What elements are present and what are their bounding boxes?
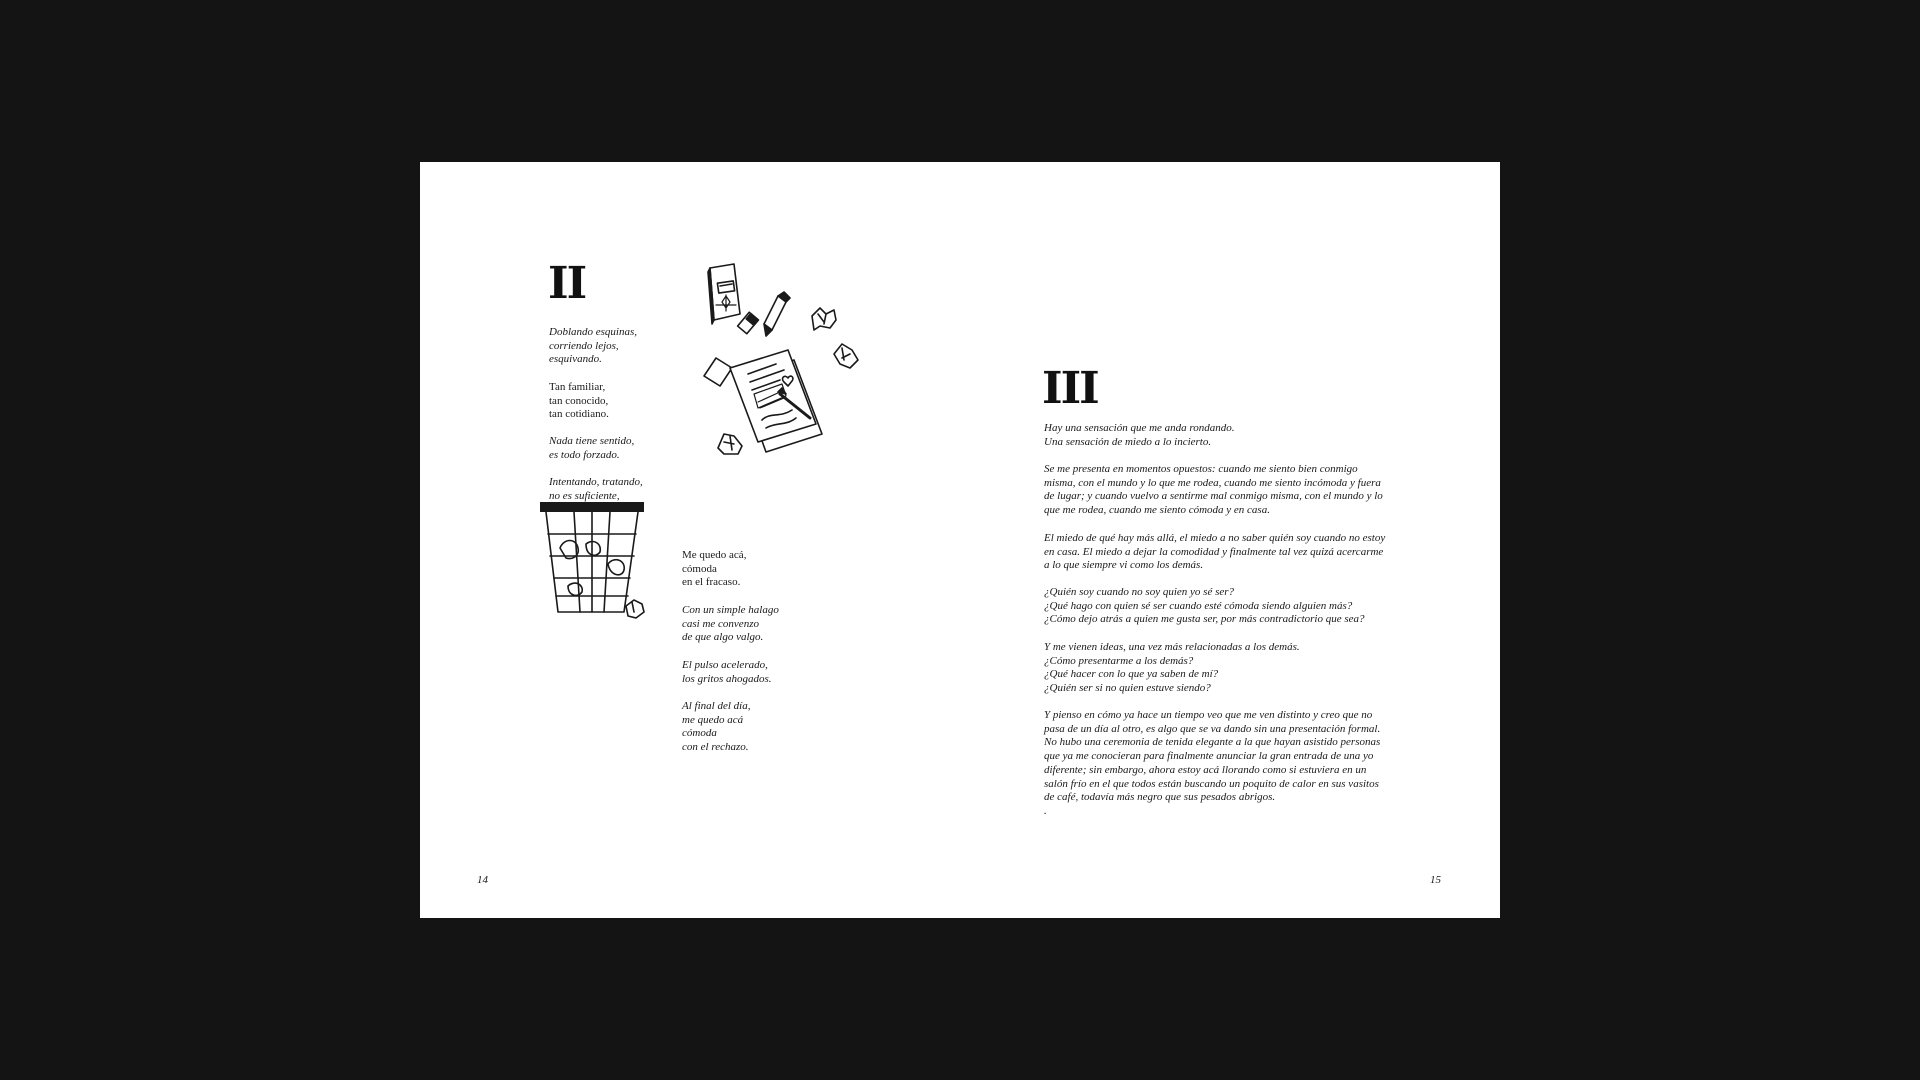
wastebasket-illustration xyxy=(538,500,650,630)
section-numeral-ii: II xyxy=(548,258,586,309)
poem-stanza-7: El pulso acelerado, los gritos ahogados. xyxy=(682,659,772,685)
poem-stanza-1: Doblando esquinas, corriendo lejos, esquivando. xyxy=(549,326,637,366)
poem-stanza-6: Con un simple halago casi me convenzo de que algo valgo. xyxy=(682,604,779,644)
poem-stanza-8: Al final del día, me quedo acá cómoda con el rechazo. xyxy=(682,700,751,754)
prose-paragraph-4: ¿Quién soy cuando no soy quien yo sé ser? ¿Qué hago con quien sé ser cuando esté cómoda siendo alguien más? ¿Cómo dejo atrás a quien me gusta ser, por más contradictorio que sea? xyxy=(1044,586,1365,626)
section-numeral-iii: III xyxy=(1042,363,1098,414)
prose-paragraph-3: El miedo de qué hay más allá, el miedo a no saber quién soy cuando no estoy en casa. El miedo a dejar la comodidad y finalmente tal vez quizá acercarme a lo que siempre vi como los demás. xyxy=(1044,532,1386,572)
sticky-note-icon xyxy=(704,358,732,386)
desk-papers-illustration xyxy=(700,262,870,452)
prose-paragraph-6: Y pienso en cómo ya hace un tiempo veo que me ven distinto y creo que no pasa de un día al otro, es algo que se va dando sin una presentación formal. No hubo una ceremonia de tenida elegante a la que hayan asistido personas que ya me conocieran para finalmente anunciar la gran entrada de una yo diferente; sin embargo, ahora estoy acá llorando como si estuviera en un salón frío en el que todos están buscando un poquito de calor en sus vasitos de café, todavía más negro que sus pesados abrigos. . xyxy=(1044,709,1381,817)
poem-stanza-4: Intentando, tratando, no es suficiente, xyxy=(549,476,643,502)
prose-paragraph-1: Hay una sensación que me anda rondando. Una sensación de miedo a lo incierto. xyxy=(1044,422,1235,448)
poem-stanza-5: Me quedo acá, cómoda en el fracaso. xyxy=(682,549,747,589)
crumpled-paper-icon xyxy=(626,600,644,618)
poem-stanza-3: Nada tiene sentido, es todo forzado. xyxy=(549,435,635,461)
eraser-icon xyxy=(738,312,759,334)
poem-stanza-2: Tan familiar, tan conocido, tan cotidiano. xyxy=(549,381,609,421)
page-number-left: 14 xyxy=(477,874,488,886)
crumpled-paper-icon xyxy=(812,308,836,330)
page-number-right: 15 xyxy=(1430,874,1441,886)
book-spread xyxy=(420,162,1500,918)
notebook-icon xyxy=(708,264,740,324)
prose-paragraph-5: Y me vienen ideas, una vez más relacionadas a los demás. ¿Cómo presentarme a los demás? ¿Qué hacer con lo que ya saben de mí? ¿Quién ser si no quien estuve siendo? xyxy=(1044,641,1300,695)
crumpled-paper-icon xyxy=(834,344,858,368)
paper-stack-icon xyxy=(730,350,822,452)
pencil-icon xyxy=(764,292,790,336)
crumpled-paper-icon xyxy=(718,434,742,454)
prose-paragraph-2: Se me presenta en momentos opuestos: cuando me siento bien conmigo misma, con el mundo y lo que me rodea, cuando me siento incómoda y fuera de lugar; y cuando vuelvo a sentirme mal conmigo misma, con el mundo y lo que me rodea, cuando me siento cómoda y en casa. xyxy=(1044,463,1383,517)
